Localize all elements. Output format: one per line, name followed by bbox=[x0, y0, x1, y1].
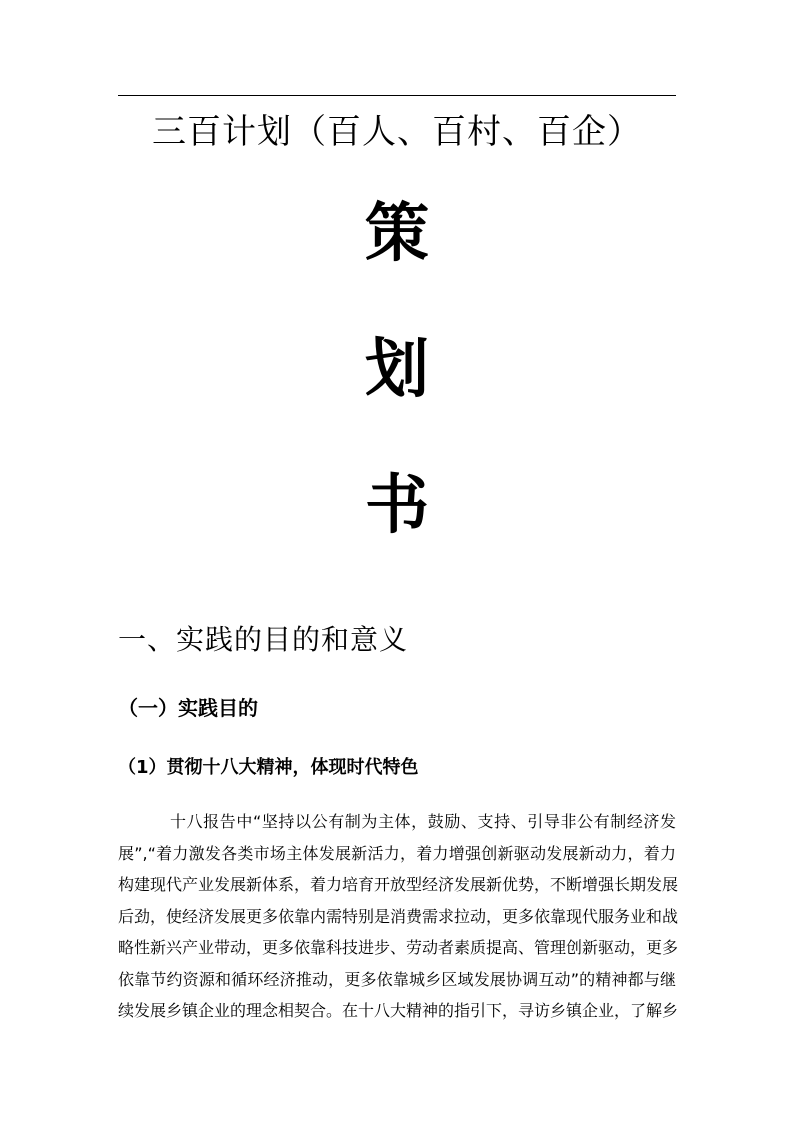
section-heading: 一、实践的目的和意义 bbox=[118, 623, 409, 656]
title-char-hua: 划 bbox=[365, 333, 429, 407]
paragraph-line: 后劲，使经济发展更多依靠内需特别是消费需求拉动，更多依靠现代服务业和战 bbox=[118, 906, 679, 926]
paragraph-line: 略性新兴产业带动，更多依靠科技进步、劳动者素质提高、管理创新驱动，更多 bbox=[118, 938, 679, 957]
paragraph-line: 续发展乡镇企业的理念相契合。在十八大精神的指引下，寻访乡镇企业，了解乡 bbox=[118, 1001, 679, 1020]
paragraph-line: 构建现代产业发展新体系，着力培育开放型经济发展新优势，不断增强长期发展 bbox=[118, 875, 679, 894]
document-subtitle: 三百计划（百人、百村、百企） bbox=[152, 112, 642, 152]
title-char-ce: 策 bbox=[365, 197, 429, 271]
title-char-shu: 书 bbox=[365, 469, 429, 543]
paragraph-line: 十八报告中“坚持以公有制为主体，鼓励、支持、引导非公有制经济发 bbox=[170, 812, 676, 831]
point-heading: （1）贯彻十八大精神，体现时代特色 bbox=[118, 757, 419, 778]
paragraph-line: 展”,“着力激发各类市场主体发展新活力，着力增强创新驱动发展新动力，着力 bbox=[118, 843, 676, 863]
header-rule bbox=[118, 95, 676, 96]
body-paragraph bbox=[118, 806, 679, 1027]
paragraph-line: 依靠节约资源和循环经济推动，更多依靠城乡区域发展协调互动”的精神都与继 bbox=[118, 969, 676, 989]
subsection-heading: （一）实践目的 bbox=[118, 696, 258, 720]
